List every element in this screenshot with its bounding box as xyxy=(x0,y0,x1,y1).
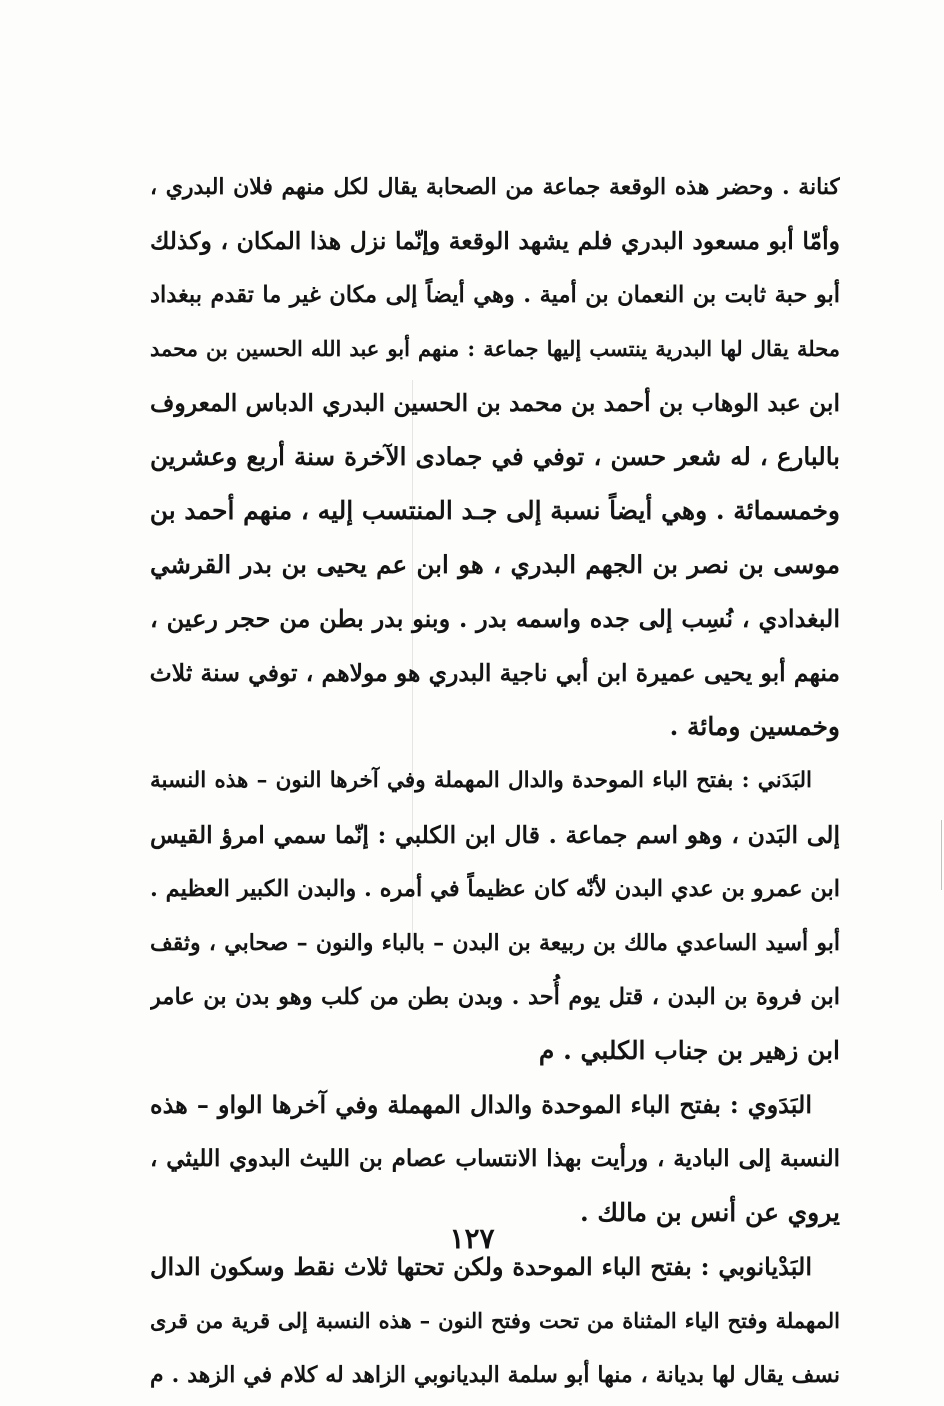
page-edge-mark xyxy=(941,820,942,890)
text-line: ابن عمرو بن عدي البدن لأنّه كان عظيماً في أمره . والبدن الكبير العظيم . xyxy=(150,876,840,902)
entry-headline: البَدْيانوبي : بفتح الباء الموحدة ولكن تحتها ثلاث نقط وسكون الدال xyxy=(150,1252,812,1281)
text-line: ابن عبد الوهاب بن أحمد بن محمد بن الحسين البدري الدباس المعروف xyxy=(150,389,840,417)
text-line: نسف يقال لها بديانة ، منها أبو سلمة البديانوبي الزاهد له كلام في الزهد . م xyxy=(150,1362,840,1388)
entry-headline: البَدَوي : بفتح الباء الموحدة والدال المهملة وفي آخرها الواو – هذه xyxy=(150,1090,812,1119)
text-line: يروي عن أنس بن مالك . xyxy=(579,1198,840,1227)
entry-headline: البَدَني : بفتح الباء الموحدة والدال المهملة وفي آخرها النون – هذه النسبة xyxy=(150,768,812,793)
page-number: ١٢٧ xyxy=(449,1222,495,1255)
entry-badani xyxy=(150,754,840,1078)
text-line: ابن زهير بن جناب الكلبي . م xyxy=(538,1036,840,1065)
text-line: ابن فروة بن البدن ، قتل يوم أُحد . وبدن بطن من كلب وهو بدن بن عامر xyxy=(150,984,840,1010)
text-line: محلة يقال لها البدرية ينتسب إليها جماعة : منهم أبو عبد الله الحسين بن محمد xyxy=(150,336,840,361)
text-line: البغدادي ، نُسِب إلى جده واسمه بدر . وبنو بدر بطن من حجر رعين ، xyxy=(150,604,840,633)
body-text xyxy=(150,160,840,1402)
text-line: وأمّا أبو مسعود البدري فلم يشهد الوقعة وإنّما نزل هذا المكان ، وكذلك xyxy=(150,227,840,255)
text-line: كنانة . وحضر هذه الوقعة جماعة من الصحابة يقال لكل منهم فلان البدري ، xyxy=(150,174,840,200)
text-line: منهم أبو يحيى عميرة ابن أبي ناجية البدري هو مولاهم ، توفي سنة ثلاث xyxy=(150,659,840,687)
entry-badawi xyxy=(150,1078,840,1240)
entry-badyanubi xyxy=(150,1240,840,1402)
text-line: وخمسمائة . وهي أيضاً نسبة إلى جـد المنتسب إليه ، منهم أحمد بن xyxy=(150,496,840,525)
text-line: بالبارع ، له شعر حسن ، توفي في جمادى الآخرة سنة أربع وعشرين xyxy=(150,442,840,471)
text-line: إلى البَدن ، وهو اسم جماعة . قال ابن الكلبي : إنّما سمي امرؤ القيس xyxy=(150,821,840,849)
paragraph-badri-continued xyxy=(150,160,840,754)
text-line: وخمسين ومائة . xyxy=(669,712,840,741)
text-line: أبو أسيد الساعدي مالك بن ربيعة بن البدن – بالباء والنون – صحابي ، وثقف xyxy=(150,930,840,956)
text-line: أبو حبة ثابت بن النعمان بن أمية . وهي أيضاً إلى مكان غير ما تقدم ببغداد xyxy=(150,282,840,308)
text-line: موسى بن نصر بن الجهم البدري ، هو ابن عم يحيى بن بدر القرشي xyxy=(150,550,840,579)
text-line: المهملة وفتح الياء المثناة من تحت وفتح النون – هذه النسبة إلى قرية من قرى xyxy=(150,1308,840,1333)
text-line: النسبة إلى البادية ، ورأيت بهذا الانتساب عصام بن الليث البدوي الليثي ، xyxy=(150,1145,840,1172)
